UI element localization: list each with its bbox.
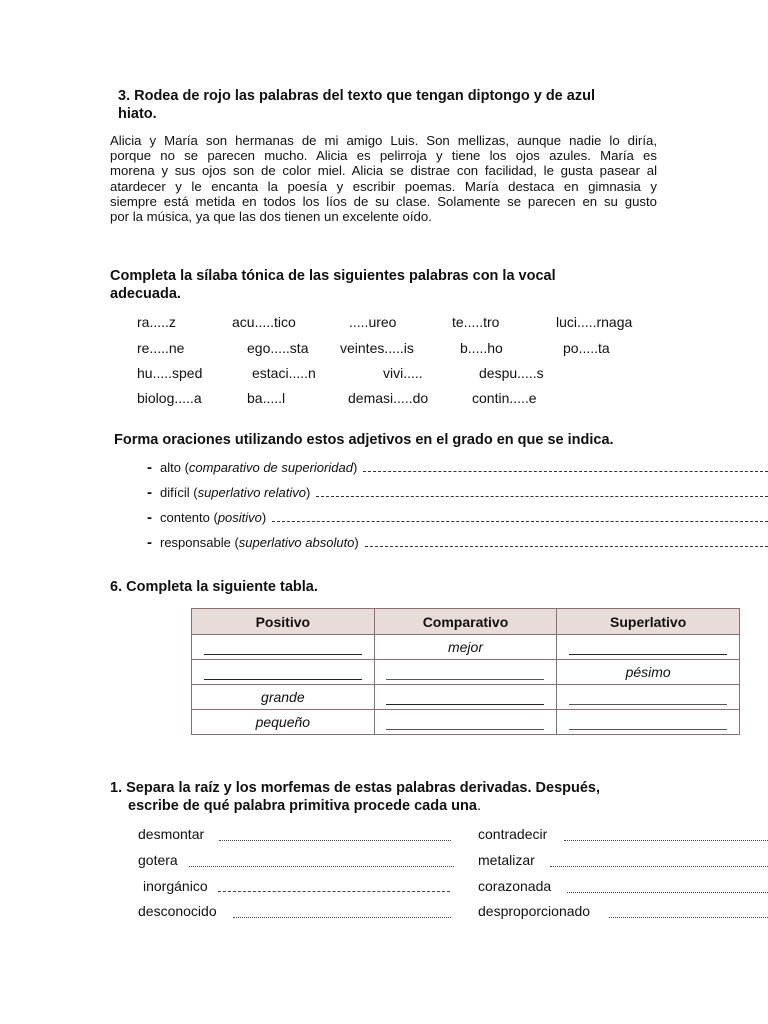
table-cell[interactable]: [192, 635, 375, 660]
q4-title-line2: adecuada.: [110, 286, 181, 302]
bullet-dash: -: [147, 459, 152, 476]
table-header-row: [192, 609, 740, 635]
answer-line[interactable]: [219, 830, 451, 841]
answer-line[interactable]: [550, 856, 768, 867]
table-cell: mejor: [374, 635, 557, 660]
paragraph-line: porque no se parecen mucho. Alicia es pelirroja y tiene los ojos azules. María es: [110, 148, 657, 164]
syllable-word: demasi.....do: [348, 390, 429, 406]
q4-title: [110, 267, 670, 303]
table-cell[interactable]: [192, 660, 375, 685]
derived-word: corazonada: [478, 878, 552, 894]
paragraph-line: atardecer y le encanta la poesía y escribir poemas. María destaca en gimnasia y: [110, 178, 657, 194]
answer-line[interactable]: [218, 882, 450, 892]
answer-line[interactable]: [363, 461, 768, 472]
adjective-label: responsable (superlativo absoluto): [160, 535, 359, 550]
derived-word: inorgánico: [143, 878, 208, 894]
q5-title: Forma oraciones utilizando estos adjetivos en el grado en que se indica.: [114, 432, 614, 448]
answer-line[interactable]: [564, 830, 768, 841]
header-superlativo: Superlativo: [557, 609, 740, 635]
degrees-table: [191, 608, 740, 735]
blank-line[interactable]: [386, 692, 544, 705]
syllable-word: po.....ta: [563, 340, 610, 356]
adjective-row: [147, 509, 768, 526]
syllable-word: re.....ne: [137, 340, 185, 356]
q1-title-line1: 1. Separa la raíz y los morfemas de estas palabras derivadas. Después,: [110, 780, 601, 796]
adjective-row: [147, 534, 768, 551]
answer-line[interactable]: [365, 536, 768, 547]
derived-word: gotera: [138, 852, 178, 868]
answer-line[interactable]: [233, 907, 451, 918]
q3-title-line2: hiato.: [118, 106, 157, 122]
table-row: [192, 635, 740, 660]
adjective-row: [147, 484, 768, 501]
derived-word: metalizar: [478, 852, 535, 868]
table-cell[interactable]: [557, 710, 740, 735]
blank-line[interactable]: [204, 667, 362, 680]
blank-line[interactable]: [386, 667, 544, 680]
adjective-label: alto (comparativo de superioridad): [160, 460, 358, 475]
syllable-word: luci.....rnaga: [556, 314, 633, 330]
q1-title: [110, 779, 600, 815]
table-cell[interactable]: [374, 660, 557, 685]
table-row: [192, 660, 740, 685]
syllable-word: te.....tro: [452, 314, 500, 330]
blank-line[interactable]: [386, 717, 544, 730]
bullet-dash: -: [147, 534, 152, 551]
paragraph-line: por la música, ya que las dos tienen un excelente oído.: [110, 209, 432, 225]
table-cell[interactable]: [374, 710, 557, 735]
paragraph-line: siempre está metida en todos los líos de su clase. Solamente se parecen en su gusto: [110, 193, 657, 209]
syllable-word: b.....ho: [460, 340, 503, 356]
syllable-word: acu.....tico: [232, 314, 296, 330]
table-cell[interactable]: [557, 685, 740, 710]
answer-line[interactable]: [567, 882, 768, 893]
answer-line[interactable]: [272, 511, 768, 522]
blank-line[interactable]: [569, 642, 727, 655]
answer-line[interactable]: [316, 486, 768, 497]
table-cell: pequeño: [192, 710, 375, 735]
table-cell: grande: [192, 685, 375, 710]
q1-title-line2: escribe de qué palabra primitiva procede cada una.: [128, 798, 481, 814]
header-comparativo: Comparativo: [374, 609, 557, 635]
syllable-word: vivi.....: [383, 365, 423, 381]
table-row: [192, 710, 740, 735]
answer-line[interactable]: [609, 907, 768, 918]
bullet-dash: -: [147, 484, 152, 501]
syllable-word: contin.....e: [472, 390, 537, 406]
derived-word: desconocido: [138, 903, 217, 919]
syllable-word: despu.....s: [479, 365, 544, 381]
table-cell[interactable]: [557, 635, 740, 660]
paragraph-line: morena y sus ojos son de color miel. Alicia se distrae con facilidad, le gusta pasear al: [110, 163, 657, 179]
syllable-word: estaci.....n: [252, 365, 316, 381]
derived-word: contradecir: [478, 826, 548, 842]
blank-line[interactable]: [204, 642, 362, 655]
derived-word: desmontar: [138, 826, 205, 842]
derived-word: desproporcionado: [478, 903, 591, 919]
q3-title-line1: 3. Rodea de rojo las palabras del texto que tengan diptongo y de azul: [118, 88, 595, 104]
syllable-word: veintes.....is: [340, 340, 414, 356]
syllable-word: ego.....sta: [247, 340, 309, 356]
q3-title: [118, 87, 678, 123]
syllable-word: ra.....z: [137, 314, 176, 330]
blank-line[interactable]: [569, 717, 727, 730]
bullet-dash: -: [147, 509, 152, 526]
syllable-word: biolog.....a: [137, 390, 202, 406]
q6-title: 6. Completa la siguiente tabla.: [110, 579, 318, 595]
paragraph-line: Alicia y María son hermanas de mi amigo Luis. Son mellizas, aunque nadie lo diría,: [110, 133, 657, 148]
q4-title-line1: Completa la sílaba tónica de las siguientes palabras con la vocal: [110, 268, 556, 284]
answer-line[interactable]: [189, 856, 454, 867]
syllable-word: .....ureo: [349, 314, 397, 330]
adjective-label: difícil (superlativo relativo): [160, 485, 311, 500]
blank-line[interactable]: [569, 692, 727, 705]
header-positivo: Positivo: [192, 609, 375, 635]
adjective-label: contento (positivo): [160, 510, 267, 525]
syllable-word: ba.....l: [247, 390, 286, 406]
syllable-word: hu.....sped: [137, 365, 203, 381]
table-cell: pésimo: [557, 660, 740, 685]
q3-paragraph: [110, 133, 657, 224]
table-row: [192, 685, 740, 710]
adjective-row: [147, 459, 768, 476]
table-cell[interactable]: [374, 685, 557, 710]
